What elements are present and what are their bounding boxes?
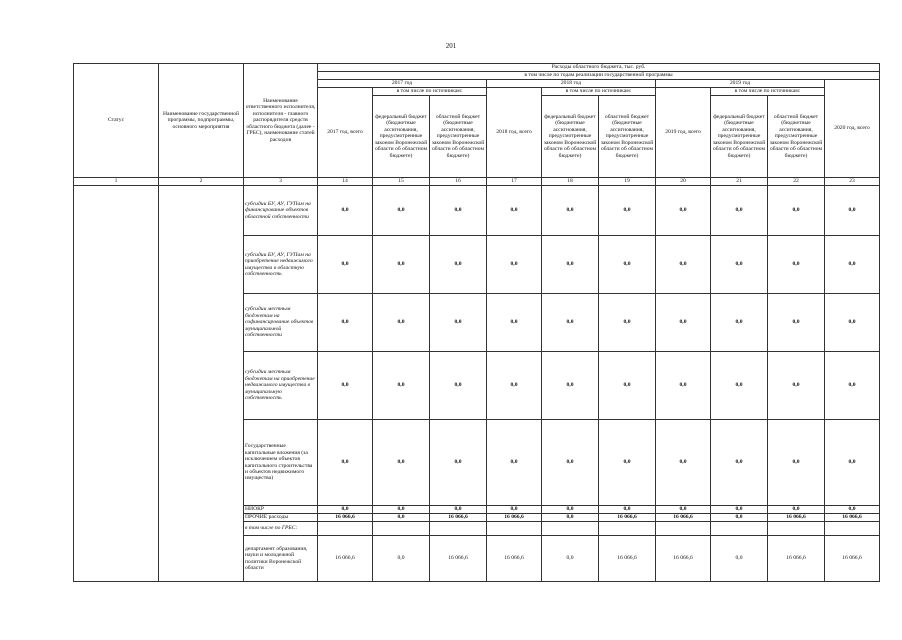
value-cell: 0,0 [656,420,711,506]
value-cell: 16 066,6 [599,536,656,582]
value-cell: 0,0 [487,352,542,420]
value-cell: 0,0 [768,186,825,236]
row-label: в том числе по ГРБС: [244,522,318,536]
value-cell: 16 066,6 [656,536,711,582]
value-cell: 0,0 [373,352,430,420]
value-cell: 0,0 [430,294,487,352]
col-num: 1 [74,178,159,186]
value-cell: 0,0 [711,294,768,352]
value-cell: 0,0 [318,420,373,506]
value-cell: 0,0 [768,236,825,294]
col-num: 23 [825,178,880,186]
value-cell: 0,0 [318,294,373,352]
header-total-2018: 2018 год, всего [487,88,542,178]
row-label: субсидии БУ, АУ, ГУПам на финансирование объектов областной собственности [244,186,318,236]
value-cell: 16 066,6 [487,536,542,582]
value-cell: 0,0 [768,294,825,352]
value-cell: 0,0 [542,536,599,582]
value-cell: 0,0 [711,420,768,506]
value-cell: 16 066,6 [768,536,825,582]
header-total-2019: 2019 год, всего [656,88,711,178]
row-label: субсидии БУ, АУ, ГУПам на приобретение недвижимого имущества в областную собственность [244,236,318,294]
value-cell: 0,0 [656,506,711,514]
header-sources-2017: в том числе по источникам: [373,88,487,96]
value-cell: 0,0 [542,514,599,522]
header-year-2018: 2018 год [487,80,656,88]
value-cell: 0,0 [656,186,711,236]
value-cell: 0,0 [768,506,825,514]
budget-table [73,63,880,582]
value-cell: 0,0 [599,352,656,420]
value-cell: 16 066,6 [768,514,825,522]
value-cell: 16 066,6 [599,514,656,522]
value-cell: 0,0 [487,186,542,236]
row-label: субсидии местным бюджетам на приобретение недвижимого имущества в муниципальную собственность [244,352,318,420]
value-cell: 0,0 [599,506,656,514]
col-num: 3 [244,178,318,186]
value-cell: 0,0 [656,236,711,294]
value-cell: 0,0 [542,236,599,294]
value-cell: 16 066,6 [318,514,373,522]
col-num: 21 [711,178,768,186]
value-cell: 0,0 [430,420,487,506]
status-cell [74,186,159,582]
table-row [74,186,880,236]
col-num: 2 [159,178,244,186]
value-cell: 0,0 [768,420,825,506]
value-cell: 0,0 [430,186,487,236]
value-cell: 0,0 [318,352,373,420]
col-num: 19 [599,178,656,186]
column-numbers-row [74,178,880,186]
value-cell: 0,0 [711,536,768,582]
value-cell: 0,0 [487,236,542,294]
header-federal-2019: федеральный бюджет (бюджетные ассигнования, предусмотренные законом Воронежской области об областном бюджете) [711,96,768,178]
value-cell: 0,0 [711,514,768,522]
value-cell: 0,0 [373,420,430,506]
value-cell: 0,0 [599,294,656,352]
value-cell: 0,0 [430,352,487,420]
value-cell: 0,0 [487,506,542,514]
header-year-2017: 2017 год [318,80,487,88]
value-cell: 0,0 [656,352,711,420]
value-cell: 0,0 [542,294,599,352]
value-cell: 0,0 [373,294,430,352]
value-cell: 16 066,6 [825,514,880,522]
row-label: субсидии местным бюджетам на софинансирование объектов муниципальной собственности [244,294,318,352]
value-cell: 0,0 [373,514,430,522]
value-cell: 16 066,6 [430,514,487,522]
value-cell: 0,0 [373,506,430,514]
row-label: департамент образования, науки и молодежной политики Воронежской области [244,536,318,582]
header-total-2020: 2020 год, всего [825,80,880,178]
header-program-name: Наименование государственной программы, подпрограммы, основного мероприятия [159,64,244,178]
value-cell: 0,0 [430,236,487,294]
row-label: НИОКР [244,506,318,514]
col-num: 14 [318,178,373,186]
col-num: 16 [430,178,487,186]
value-cell: 0,0 [430,506,487,514]
row-label: ПРОЧИЕ расходы [244,514,318,522]
header-regional-2017: областной бюджет (бюджетные ассигнования, предусмотренные законом Воронежской области об областном бюджете) [430,96,487,178]
header-executor: Наименование ответственного исполнителя, исполнителя - главного распорядителя средств областного бюджета (далее - ГРБС), наименование статей расходов [244,64,318,178]
value-cell: 0,0 [711,186,768,236]
value-cell: 0,0 [825,236,880,294]
col-num: 17 [487,178,542,186]
header-federal-2017: федеральный бюджет (бюджетные ассигнования, предусмотренные законом Воронежской области об областном бюджете) [373,96,430,178]
value-cell: 0,0 [599,420,656,506]
value-cell: 0,0 [373,536,430,582]
header-expenses-title: Расходы областного бюджета, тыс. руб. [318,64,880,72]
value-cell: 0,0 [318,186,373,236]
header-status: Статус [74,64,159,178]
value-cell: 0,0 [711,506,768,514]
value-cell: 16 066,6 [656,514,711,522]
value-cell: 0,0 [825,506,880,514]
header-federal-2018: федеральный бюджет (бюджетные ассигнования, предусмотренные законом Воронежской области об областном бюджете) [542,96,599,178]
value-cell: 16 066,6 [487,514,542,522]
value-cell: 0,0 [373,186,430,236]
page-number: 201 [445,42,457,50]
header-sources-2018: в том числе по источникам: [542,88,656,96]
value-cell: 0,0 [318,236,373,294]
program-name-cell [159,186,244,582]
value-cell: 0,0 [711,236,768,294]
value-cell: 0,0 [373,236,430,294]
value-cell: 0,0 [825,294,880,352]
col-num: 20 [656,178,711,186]
value-cell: 0,0 [825,186,880,236]
header-sources-2019: в том числе по источникам: [711,88,825,96]
header-year-2019: 2019 год [656,80,825,88]
value-cell: 0,0 [825,352,880,420]
value-cell: 0,0 [768,352,825,420]
header-regional-2019: областной бюджет (бюджетные ассигнования, предусмотренные законом Воронежской области об областном бюджете) [768,96,825,178]
col-num: 15 [373,178,430,186]
value-cell: 0,0 [542,352,599,420]
header-total-2017: 2017 год, всего [318,88,373,178]
value-cell: 16 066,6 [430,536,487,582]
value-cell: 0,0 [487,420,542,506]
value-cell: 16 066,6 [318,536,373,582]
value-cell: 0,0 [599,236,656,294]
col-num: 18 [542,178,599,186]
value-cell: 0,0 [542,186,599,236]
value-cell: 16 066,6 [825,536,880,582]
value-cell: 0,0 [487,294,542,352]
value-cell: 0,0 [318,506,373,514]
header-by-years: в том числе по годам реализации государственной программы [318,72,880,80]
value-cell: 0,0 [542,506,599,514]
value-cell: 0,0 [711,352,768,420]
row-label: Государственные капитальные вложения (за исключением объектов капитального строительства и объектов недвижимого имущества) [244,420,318,506]
col-num: 22 [768,178,825,186]
header-regional-2018: областной бюджет (бюджетные ассигнования, предусмотренные законом Воронежской области об областном бюджете) [599,96,656,178]
value-cell: 0,0 [656,294,711,352]
value-cell: 0,0 [825,420,880,506]
value-cell: 0,0 [599,186,656,236]
value-cell: 0,0 [542,420,599,506]
